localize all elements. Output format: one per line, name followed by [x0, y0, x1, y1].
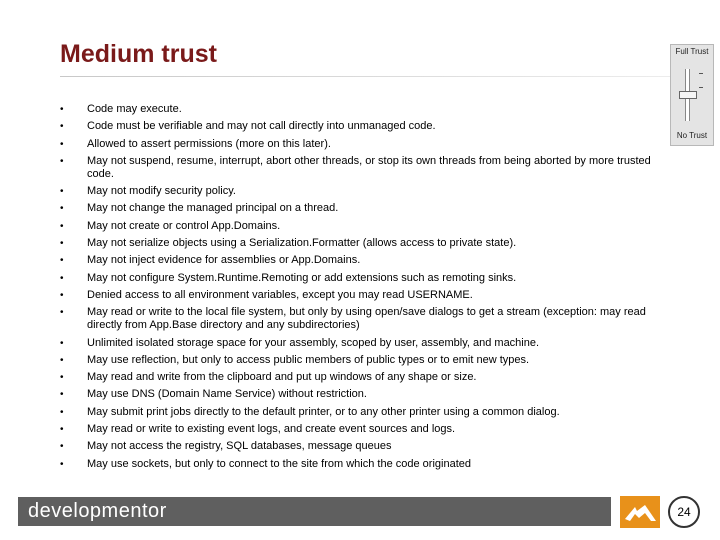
title-divider [60, 76, 670, 77]
bullet-item [60, 371, 680, 384]
bullet-item [60, 185, 680, 198]
bullet-item [60, 103, 680, 116]
bullet-text: Denied access to all environment variables, except you may read USERNAME. [87, 288, 473, 301]
bullet-text: May use reflection, but only to access public members of public types or to emit new types. [87, 353, 530, 366]
bullet-text: May use DNS (Domain Name Service) without restriction. [87, 388, 367, 401]
trust-top-label: Full Trust [675, 47, 709, 56]
bullet-text: May submit print jobs directly to the default printer, or to any other printer using a common dialog. [87, 405, 560, 418]
bullet-text: May not inject evidence for assemblies or App.Domains. [87, 254, 361, 267]
bullet-dot: • [60, 354, 64, 366]
bullet-dot: • [60, 389, 64, 401]
slide-title: Medium trust [60, 40, 217, 68]
bullet-dot: • [60, 121, 64, 133]
bullet-text: May not modify security policy. [87, 185, 236, 198]
bullet-item [60, 388, 680, 401]
bullet-dot: • [60, 220, 64, 232]
bullet-item [60, 306, 680, 332]
bullet-dot: • [60, 458, 64, 470]
bullet-dot: • [60, 104, 64, 115]
bullet-text: May not access the registry, SQL databases, message queues [87, 440, 392, 453]
bullet-item [60, 272, 680, 285]
bullet-dot: • [60, 441, 64, 453]
bullet-text: Code must be verifiable and may not call directly into unmanaged code. [87, 120, 436, 133]
bullet-item [60, 138, 680, 151]
bullet-text: May read and write from the clipboard and put up windows of any shape or size. [87, 371, 477, 384]
bullet-item [60, 423, 680, 436]
bullet-text: May not create or control App.Domains. [87, 219, 281, 232]
bullet-item [60, 220, 680, 233]
bullet-text: Allowed to assert permissions (more on this later). [87, 137, 331, 150]
page-number: 24 [668, 496, 700, 528]
bullet-item [60, 337, 680, 350]
trust-slider-thumb [679, 91, 697, 99]
bullet-text: May use sockets, but only to connect to the site from which the code originated [87, 457, 471, 470]
bullet-item [60, 254, 680, 267]
bullet-text: May not serialize objects using a Serialization.Formatter (allows access to private state). [87, 237, 517, 250]
bullet-dot: • [60, 155, 64, 167]
slider-tick-top [699, 73, 703, 74]
bullet-dot: • [60, 238, 64, 250]
bullet-text: May read or write to existing event logs, and create event sources and logs. [87, 423, 456, 436]
bullet-item [60, 289, 680, 302]
bullet-dot: • [60, 424, 64, 436]
bullet-item [60, 120, 680, 133]
bullet-item [60, 202, 680, 215]
developmentor-logo-icon [620, 496, 660, 528]
bullet-item [60, 440, 680, 453]
bullet-item [60, 155, 680, 181]
bullet-dot: • [60, 138, 64, 150]
bullet-dot: • [60, 337, 64, 349]
footer-brand: developmentor [28, 500, 167, 522]
bullet-text: May read or write to the local file system, but only by using open/save dialogs to get a stream (exception: may read directly from App.Base directory and any subdirectories) [87, 306, 646, 332]
bullet-dot: • [60, 272, 64, 284]
bullet-dot: • [60, 307, 64, 319]
bullet-dot: • [60, 406, 64, 418]
bullet-dot: • [60, 203, 64, 215]
bullet-text: May not configure System.Runtime.Remoting or add extensions such as remoting sinks. [87, 271, 517, 284]
bullet-dot: • [60, 289, 64, 301]
bullet-text: May not suspend, resume, interrupt, abort other threads, or stop its own threads from being aborted by more trusted code. [87, 154, 651, 180]
bullet-list [60, 103, 680, 475]
slider-tick-middle [699, 87, 703, 88]
bullet-item [60, 237, 680, 250]
bullet-item [60, 354, 680, 367]
bullet-text: Code may execute. [87, 103, 182, 115]
bullet-dot: • [60, 186, 64, 198]
bullet-item [60, 406, 680, 419]
bullet-dot: • [60, 255, 64, 267]
bullet-text: Unlimited isolated storage space for your assembly, scoped by user, assembly, and machine. [87, 336, 540, 349]
bullet-dot: • [60, 372, 64, 384]
trust-bottom-label: No Trust [676, 131, 708, 140]
bullet-text: May not change the managed principal on a thread. [87, 202, 339, 215]
bullet-item [60, 458, 680, 471]
